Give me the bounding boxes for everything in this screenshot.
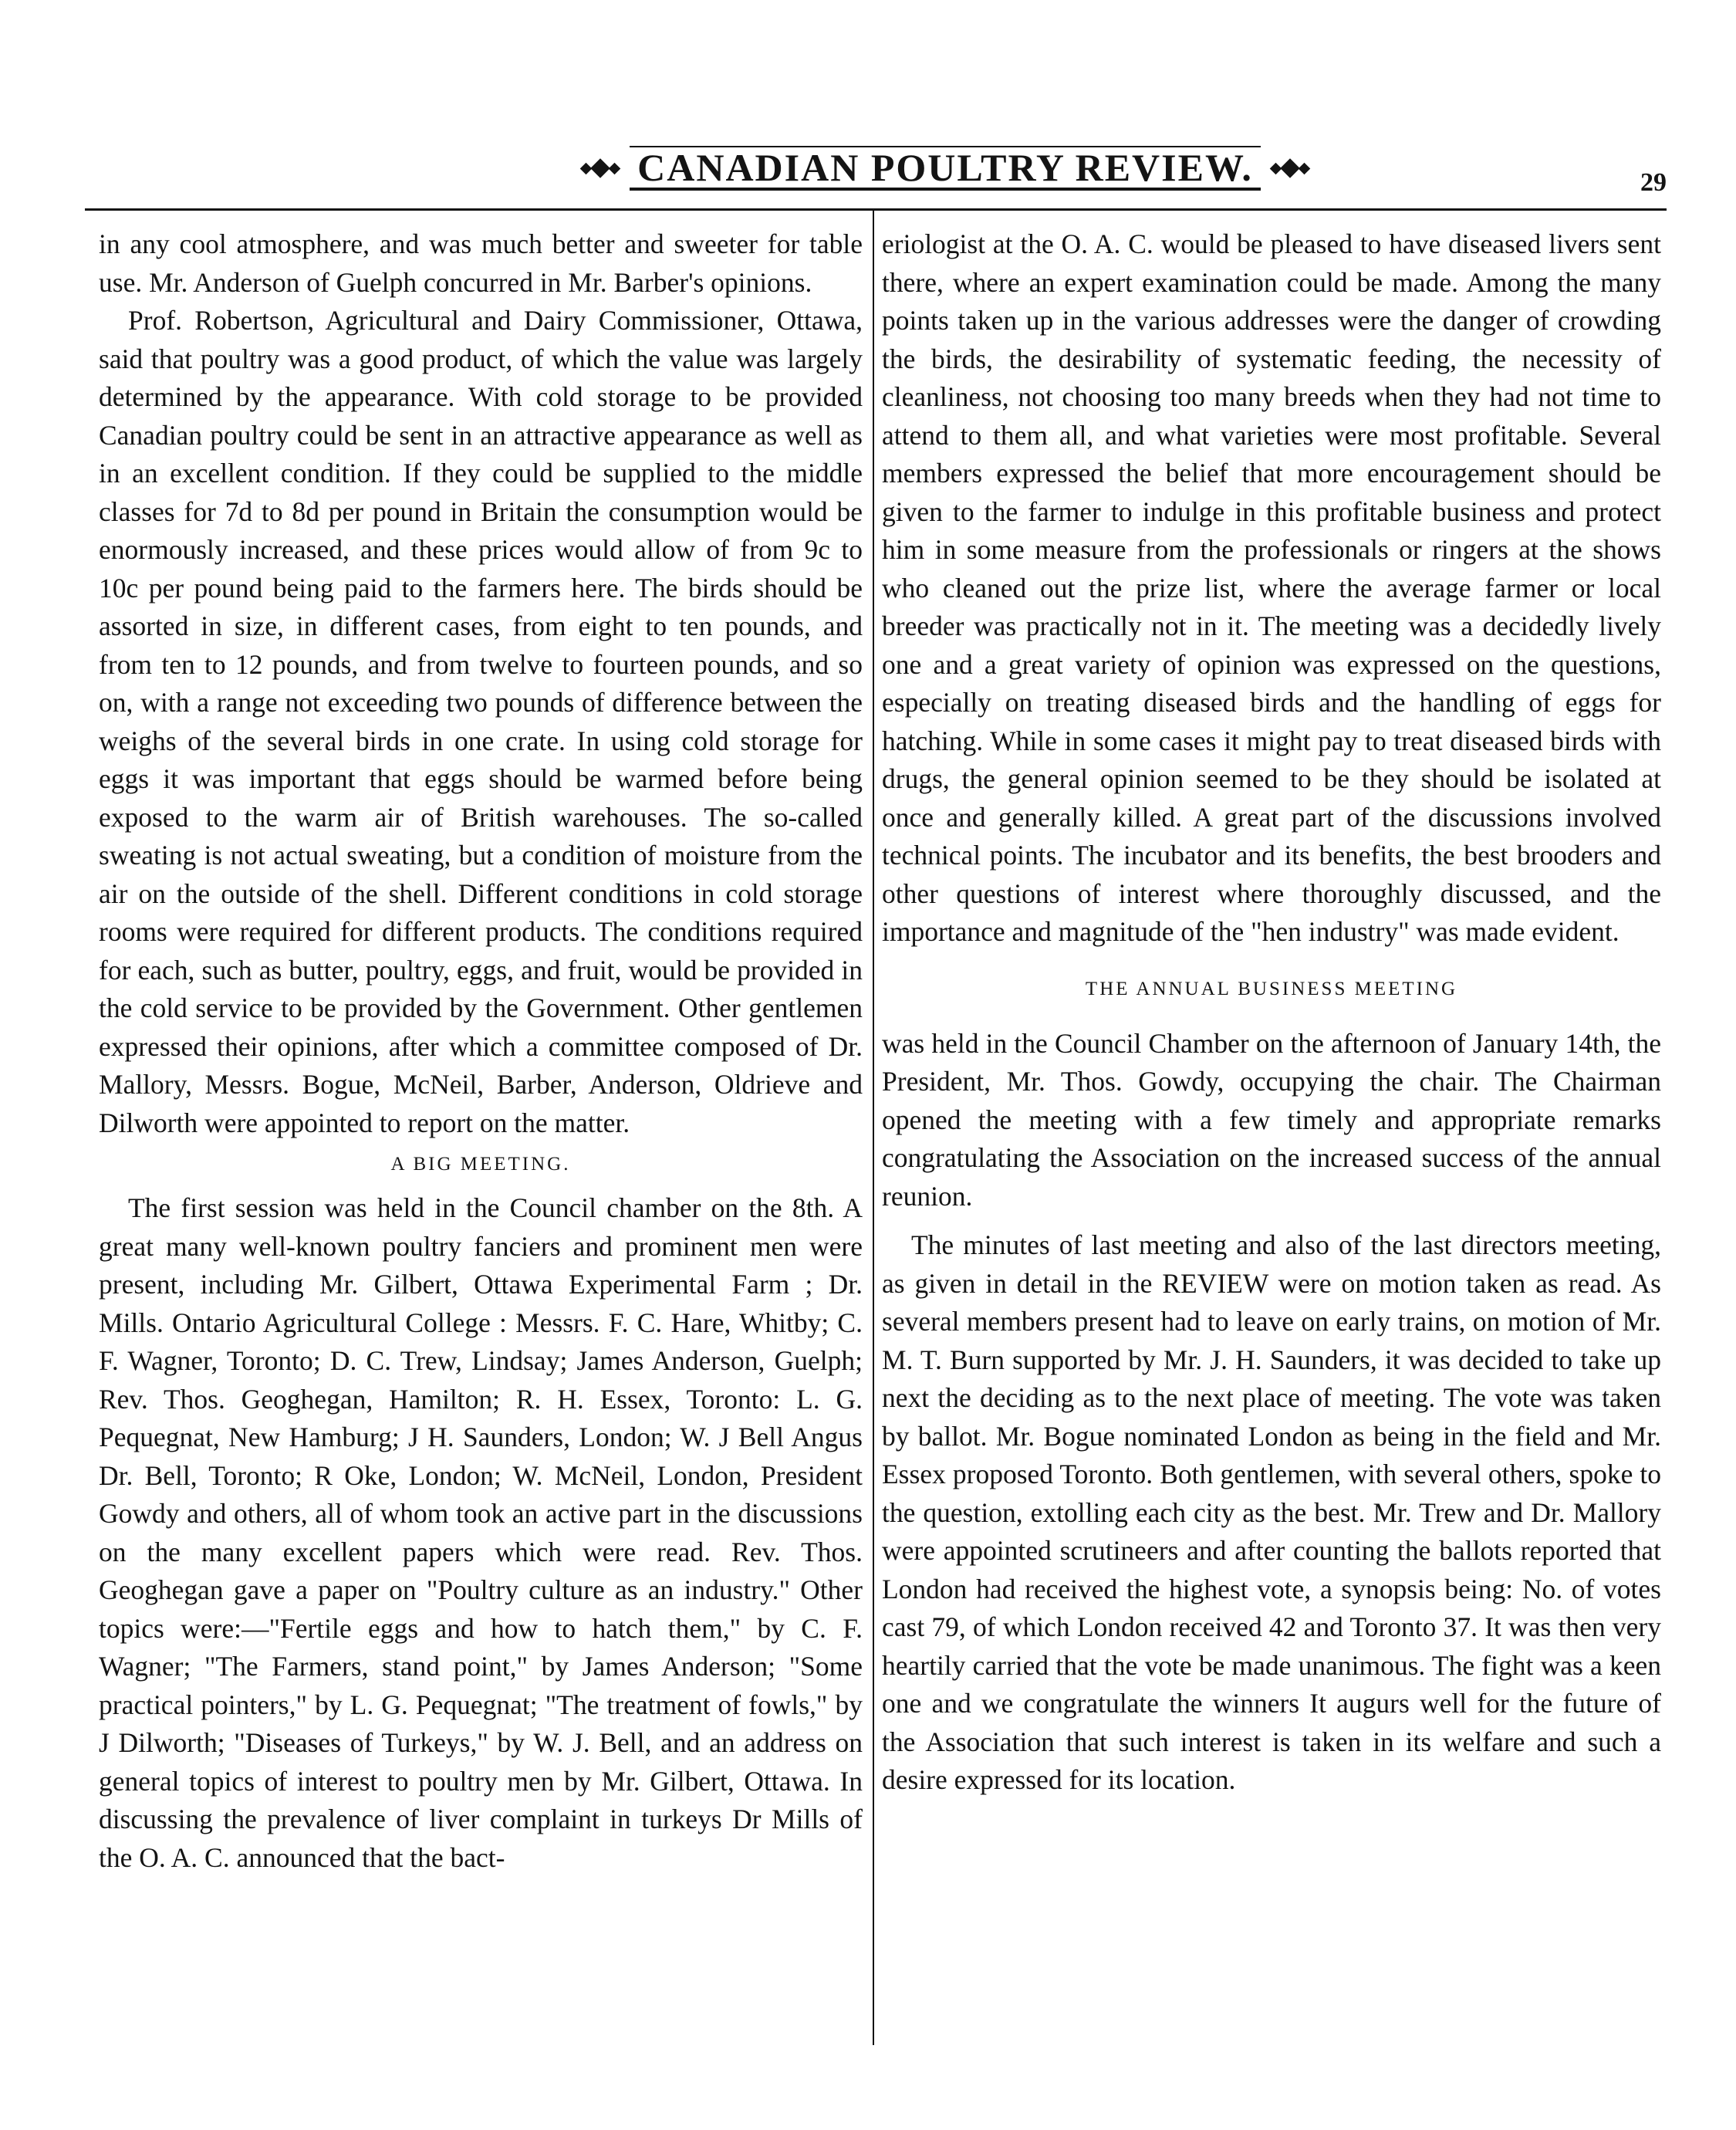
left-paragraph-1: in any cool atmosphere, and was much better and sweeter for table use. Mr. Anderson of Guelph concurred in Mr. Barber's opinions. (99, 228, 863, 298)
left-paragraph-3: The first session was held in the Council chamber on the 8th. A great many well-known poultry fanciers and prominent men were present, including Mr. Gilbert, Ottawa Experimental Farm ; Dr. Mills. Ontario Agricultural College : Messrs. F. C. Hare, Whitby; C. F. Wagner, Toronto; D. C. Trew, Lindsay; James Anderson, Guelph; Rev. Thos. Geoghegan, Hamilton; R. H. Essex, Toronto: L. G. Pequegnat, New Hamburg; J H. Saunders, London; W. J Bell Angus Dr. Bell, Toronto; R Oke, London; W. McNeil, London, President Gowdy and others, all of whom took an active part in the discussions on the many excellent papers which were read. Rev. Thos. Geoghegan gave a paper on "Poultry culture as an industry." Other topics were:—"Fertile eggs and how to hatch them," by C. F. Wagner; "The Farmers, stand point," by James Anderson; "Some practical pointers," by L. G. Pequegnat; "The treatment of fowls," by J Dilworth; "Diseases of Turkeys," by W. J. Bell, and an address on general topics of interest to poultry men by Mr. Gilbert, Ottawa. In discussing the prevalence of liver complaint in turkeys Dr Mills of the O. A. C. announced that the bact- (99, 1192, 863, 1873)
left-paragraph-2: Prof. Robertson, Agricultural and Dairy Commissioner, Ottawa, said that poultry was a good product, of which the value was largely determined by the appearance. With cold storage to be provided Canadian poultry could be sent in an attractive appearance as well as in an excellent condition. If they could be supplied to the middle classes for 7d to 8d per pound in Britain the consumption would be enormously increased, and these prices would allow of from 9c to 10c per pound being paid to the farmers here. The birds should be assorted in size, in different cases, from eight to ten pounds, and from ten to 12 pounds, and from twelve to fourteen pounds, and so on, with a range not exceeding two pounds of difference between the weighs of the several birds in one crate. In using cold storage for eggs it was important that eggs should be warmed before being exposed to the warm air of British warehouses. The so-called sweating is not actual sweating, but a condition of moisture from the air on the outside of the shell. Different conditions in cold storage rooms were required for different products. The conditions required for each, such as butter, poultry, eggs, and fruit, would be provided in the cold service to be provided by the Government. Other gentlemen expressed their opinions, after which a committee composed of Dr. Mallory, Messrs. Bogue, McNeil, Barber, Anderson, Oldrieve and Dilworth were appointed to report on the matter. (99, 305, 863, 1138)
masthead (613, 144, 1277, 193)
column-divider (873, 208, 874, 2045)
ornament-left-icon (582, 161, 619, 175)
ornament-right-icon (1272, 161, 1309, 175)
left-column (99, 225, 863, 1877)
section-heading-big-meeting: A BIG MEETING. (390, 1154, 571, 1175)
journal-title: CANADIAN POULTRY REVIEW. (630, 146, 1261, 191)
right-paragraph-3: The minutes of last meeting and also of the last directors meeting, as given in detail in the REVIEW were on motion taken as read. As several members present had to leave on early trains, on motion of Mr. M. T. Burn supported by Mr. J. H. Saunders, it was decided to take up next the deciding as to the next place of meeting. The vote was taken by ballot. Mr. Bogue nominated London as being in the field and Mr. Essex proposed Toronto. Both gentlemen, with several others, spoke to the question, extolling each city as the best. Mr. Trew and Dr. Mallory were appointed scrutineers and after counting the ballots reported that London had received the highest vote, a synopsis being: No. of votes cast 79, of which London received 42 and Toronto 37. It was then very heartily carried that the vote be made unanimous. The fight was a keen one and we congratulate the winners It augurs well for the future of the Association that such interest is taken in its welfare and such a desire expressed for its location. (882, 1229, 1661, 1795)
right-paragraph-2: was held in the Council Chamber on the afternoon of January 14th, the President, Mr. Thos. Gowdy, occupying the chair. The Chairman opened the meeting with a few timely and appropriate remarks congratulating the Association on the increased success of the annual reunion. (882, 1027, 1661, 1212)
right-paragraph-1: eriologist at the O. A. C. would be pleased to have diseased livers sent there, where an expert examination could be made. Among the many points taken up in the various addresses were the danger of crowding the birds, the desirability of systematic feeding, the necessity of cleanliness, not choosing too many breeds when they had not time to attend to them all, and what varieties were most profitable. Several members expressed the belief that more encouragement should be given to the farmer to indulge in this profitable business and protect him in some measure from the professionals or ringers at the shows who cleaned out the prize list, where the average farmer or local breeder was practically not in it. The meeting was a decidedly lively one and a great variety of opinion was expressed on the questions, especially on treating diseased birds and the handling of eggs for hatching. While in some cases it might pay to treat diseased birds with drugs, the general opinion seemed to be they should be isolated at once and generally killed. A great part of the discussions involved technical points. The incubator and its benefits, the best brooders and other questions of interest where thoroughly discussed, and the importance and magnitude of the "hen industry" was made evident. (882, 228, 1661, 947)
page-header (85, 139, 1667, 216)
page-number: 29 (1640, 168, 1667, 197)
right-column (882, 225, 1661, 1800)
header-rule (85, 208, 1667, 211)
section-heading-annual-business-meeting: THE ANNUAL BUSINESS MEETING (1085, 978, 1458, 999)
